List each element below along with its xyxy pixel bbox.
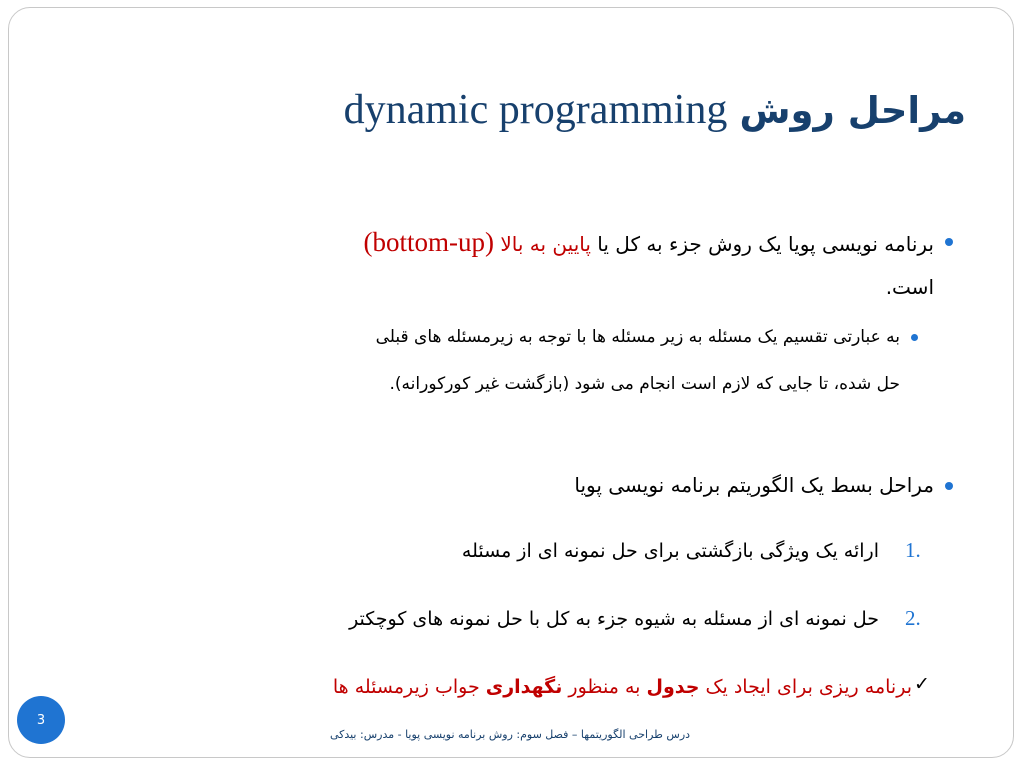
bullet1-line1: برنامه نویسی پویا یک روش جزء به کل یا پایین به بالا (bottom-up) — [363, 227, 934, 257]
bullet-icon — [945, 238, 953, 246]
check-line: برنامه ریزی برای ایجاد یک جدول به منظور نگهداری جواب زیرمسئله ها — [332, 676, 912, 698]
table-word: جدول — [646, 676, 700, 698]
slide-number: 3 — [36, 712, 46, 728]
item-number-2: 2. — [905, 606, 921, 630]
slide-number-badge — [17, 696, 65, 744]
bottom-up-english: (bottom-up) — [363, 227, 494, 257]
checkmark-icon: ✓ — [914, 673, 930, 695]
keep-word: نگهداری — [485, 676, 563, 698]
bottom-up-persian: پایین به بالا — [500, 232, 591, 256]
title-english: dynamic programming — [343, 87, 728, 133]
item-text-1: ارائه یک ویژگی بازگشتی برای حل نمونه ای از مسئله — [461, 540, 879, 562]
title-persian: مراحل روش — [739, 89, 966, 132]
sub-bullet-icon — [911, 334, 918, 341]
bullet-icon — [945, 482, 953, 490]
bullet2-text: مراحل بسط یک الگوریتم برنامه نویسی پویا — [574, 473, 934, 497]
sub-bullet-line1: به عبارتی تقسیم یک مسئله به زیر مسئله ها با توجه به زیرمسئله های قبلی — [375, 327, 900, 347]
footer-text: درس طراحی الگوریتمها – فصل سوم: روش برنامه نویسی پویا - مدرس: بیدکی — [329, 728, 691, 741]
sub-bullet-line2: حل شده، تا جایی که لازم است انجام می شود (بازگشت غیر کورکورانه). — [389, 374, 900, 394]
bullet1-line2: است. — [885, 275, 934, 299]
item-text-2: حل نمونه ای از مسئله به شیوه جزء به کل با حل نمونه های کوچکتر — [349, 608, 879, 630]
item-number-1: 1. — [905, 538, 921, 562]
slide-title — [66, 86, 966, 134]
